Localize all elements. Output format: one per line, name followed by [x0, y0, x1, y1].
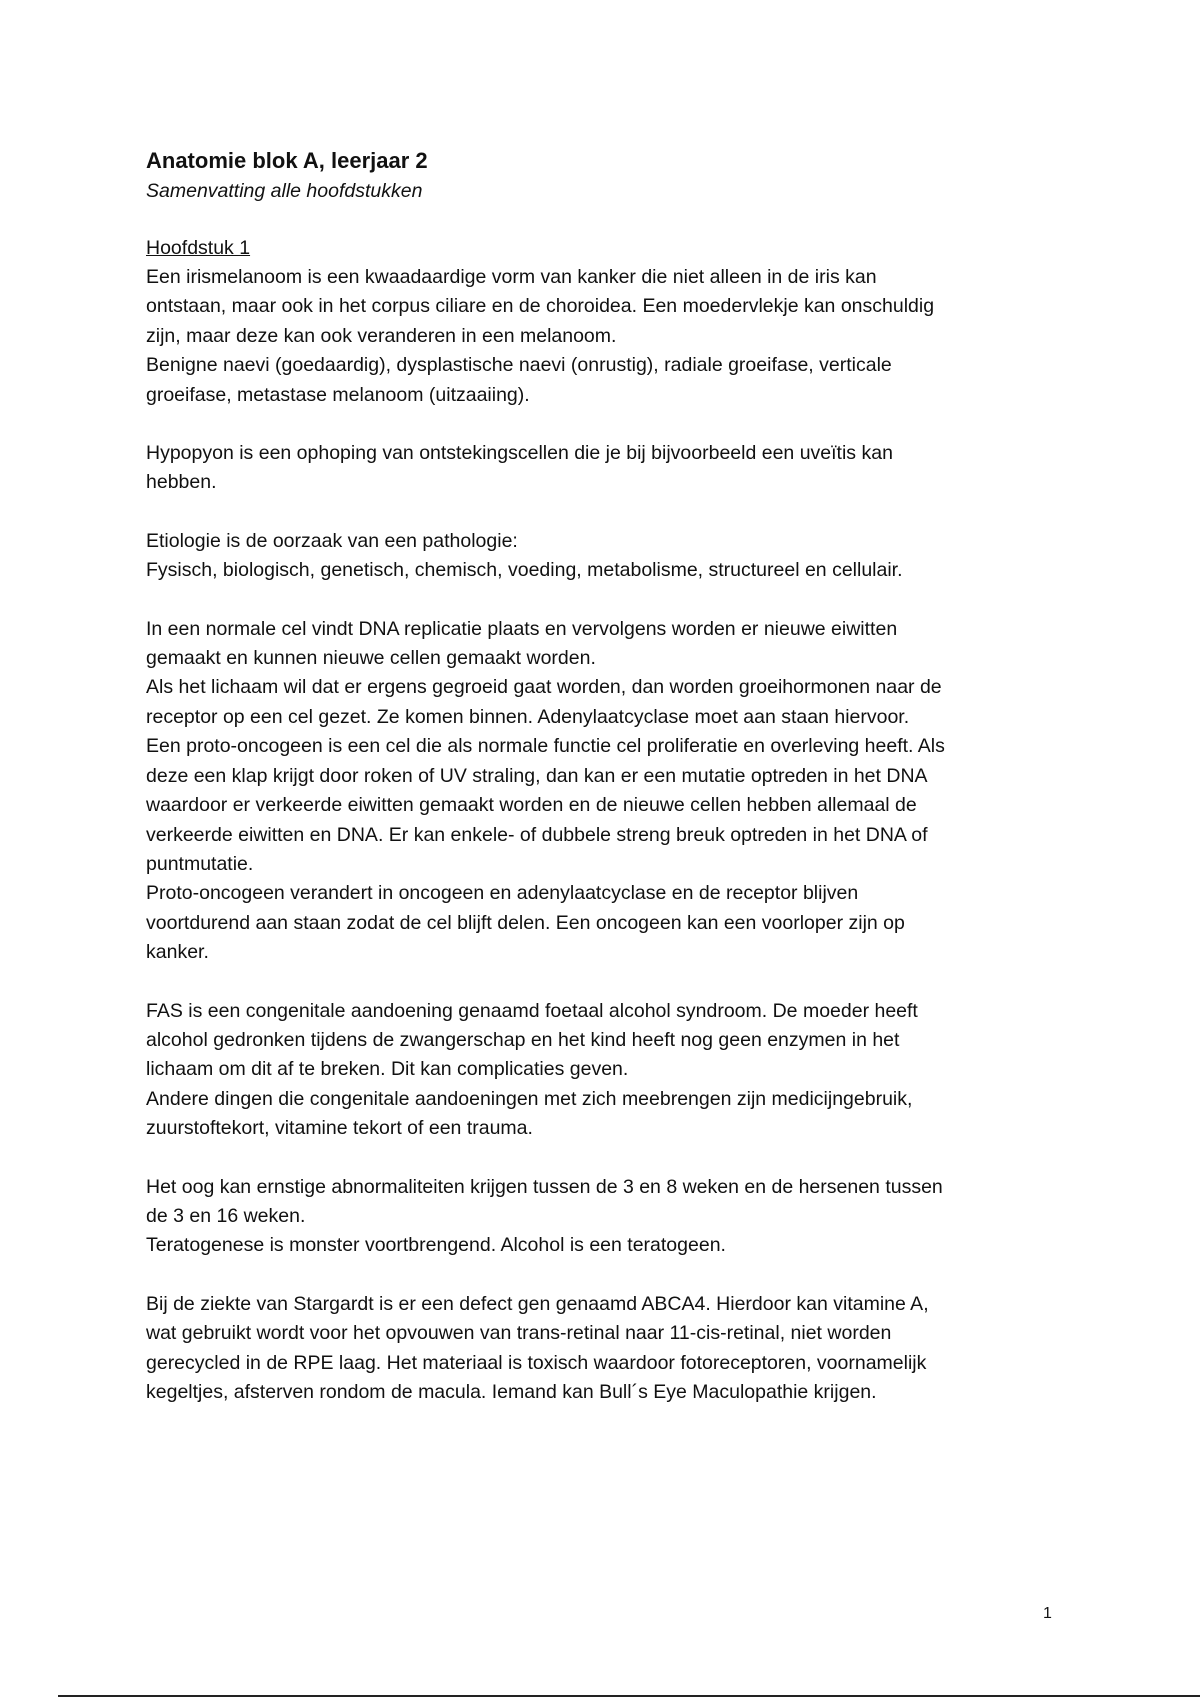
page-bottom-divider [58, 1695, 1200, 1697]
text-line: receptor op een cel gezet. Ze komen binnen. Adenylaatcyclase moet aan staan hiervoor. [146, 705, 910, 728]
text-line: verkeerde eiwitten en DNA. Er kan enkele- of dubbele streng breuk optreden in het DNA of [146, 823, 928, 846]
text-line: gerecycled in de RPE laag. Het materiaal is toxisch waardoor fotoreceptoren, voornamelijk [146, 1351, 927, 1374]
text-line: puntmutatie. [146, 852, 254, 875]
paragraph-irismelanoom [146, 263, 1066, 410]
text-line: de 3 en 16 weken. [146, 1204, 306, 1227]
text-line: ontstaan, maar ook in het corpus ciliare en de choroidea. Een moedervlekje kan onschuldig [146, 295, 935, 318]
text-line: Andere dingen die congenitale aandoeningen met zich meebrengen zijn medicijngebruik, [146, 1087, 913, 1110]
text-line: wat gebruikt wordt voor het opvouwen van trans-retinal naar 11-cis-retinal, niet worden [146, 1322, 892, 1345]
paragraph-etiologie [146, 527, 1066, 586]
paragraph-teratogenese [146, 1173, 1066, 1261]
text-line: FAS is een congenitale aandoening genaamd foetaal alcohol syndroom. De moeder heeft [146, 999, 918, 1022]
text-line: alcohol gedronken tijdens de zwangerschap en het kind heeft nog geen enzymen in het [146, 1028, 900, 1051]
text-line: Etiologie is de oorzaak van een pathologie: [146, 529, 518, 552]
text-line: Het oog kan ernstige abnormaliteiten krijgen tussen de 3 en 8 weken en de hersenen tussen [146, 1175, 943, 1198]
text-line: Proto-oncogeen verandert in oncogeen en adenylaatcyclase en de receptor blijven [146, 882, 859, 905]
text-line: Als het lichaam wil dat er ergens gegroeid gaat worden, dan worden groeihormonen naar de [146, 676, 942, 699]
text-line: Teratogenese is monster voortbrengend. Alcohol is een teratogeen. [146, 1234, 726, 1257]
text-line: zijn, maar deze kan ook veranderen in een melanoom. [146, 324, 617, 347]
text-line: Bij de ziekte van Stargardt is er een defect gen genaamd ABCA4. Hierdoor kan vitamine A, [146, 1292, 929, 1315]
paragraph-fas [146, 997, 1066, 1144]
text-line: Benigne naevi (goedaardig), dysplastische naevi (onrustig), radiale groeifase, verticale [146, 354, 892, 377]
chapter-heading: Hoofdstuk 1 [146, 237, 251, 259]
text-line: In een normale cel vindt DNA replicatie plaats en vervolgens worden er nieuwe eiwitten [146, 617, 898, 640]
document-title: Anatomie blok A, leerjaar 2 [146, 148, 428, 173]
text-line: kanker. [146, 941, 209, 964]
text-line: kegeltjes, afsterven rondom de macula. Iemand kan Bull´s Eye Maculopathie krijgen. [146, 1381, 877, 1403]
paragraph-hypopyon [146, 439, 1066, 498]
text-line: zuurstoftekort, vitamine tekort of een trauma. [146, 1117, 533, 1140]
text-line: groeifase, metastase melanoom (uitzaaiing). [146, 383, 530, 406]
text-line: lichaam om dit af te breken. Dit kan complicaties geven. [146, 1058, 629, 1081]
paragraph-stargardt [146, 1290, 1066, 1408]
document-page [146, 146, 1066, 1436]
text-line: voortdurend aan staan zodat de cel blijft delen. Een oncogeen kan een voorloper zijn op [146, 911, 905, 934]
text-line: deze een klap krijgt door roken of UV straling, dan kan er een mutatie optreden in het DNA [146, 764, 928, 787]
text-line: Een irismelanoom is een kwaadaardige vorm van kanker die niet alleen in de iris kan [146, 266, 877, 288]
page-number: 1 [1043, 1605, 1052, 1622]
text-line: Fysisch, biologisch, genetisch, chemisch, voeding, metabolisme, structureel en cellulair. [146, 559, 903, 582]
text-line: gemaakt en kunnen nieuwe cellen gemaakt worden. [146, 647, 596, 670]
paragraph-oncogeen [146, 615, 1066, 968]
document-subtitle: Samenvatting alle hoofdstukken [146, 180, 423, 202]
text-line: Een proto-oncogeen is een cel die als normale functie cel proliferatie en overleving heeft. Als [146, 735, 945, 758]
text-line: waardoor er verkeerde eiwitten gemaakt worden en de nieuwe cellen hebben allemaal de [146, 794, 917, 817]
text-line: hebben. [146, 471, 217, 494]
text-line: Hypopyon is een ophoping van ontstekingscellen die je bij bijvoorbeeld een uveïtis kan [146, 442, 893, 465]
chapter-section [146, 234, 1066, 1407]
